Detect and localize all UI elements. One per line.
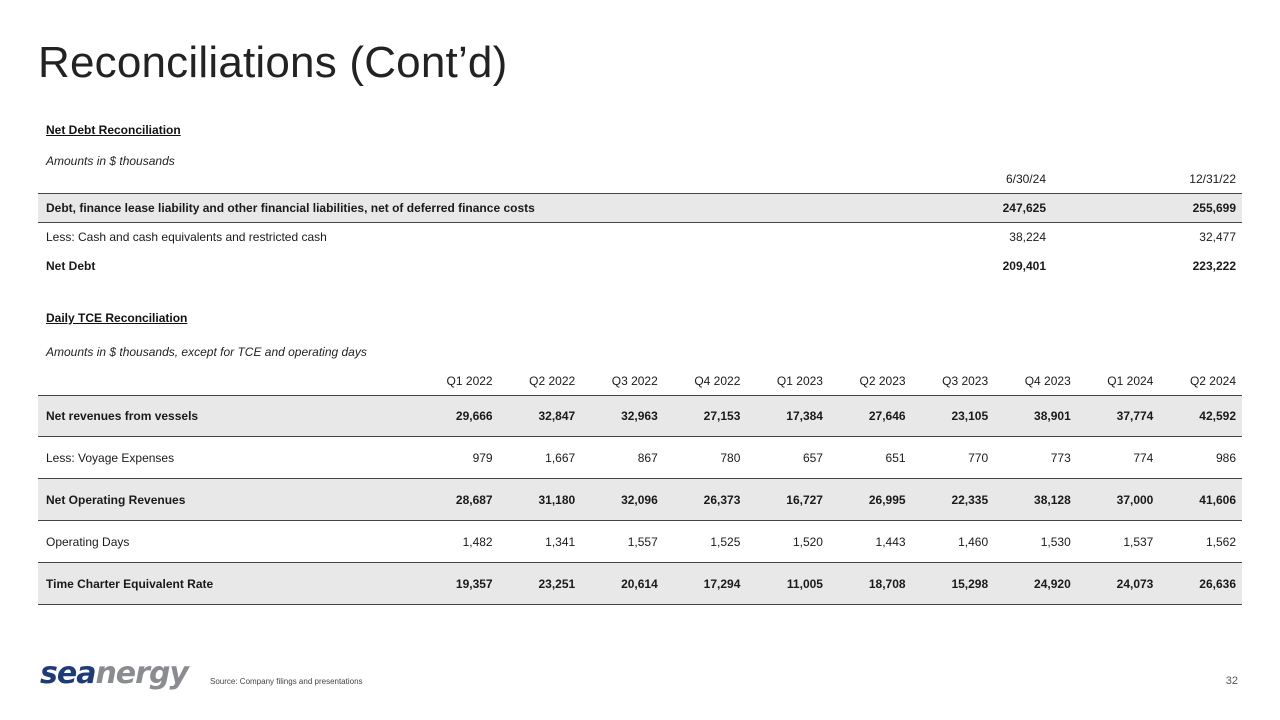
tce-subtitle: Amounts in $ thousands, except for TCE and operating days bbox=[46, 345, 367, 359]
cell-value: 773 bbox=[994, 437, 1077, 479]
cell-value: 23,251 bbox=[499, 563, 582, 605]
cell-value: 1,341 bbox=[499, 521, 582, 563]
net-debt-title: Net Debt Reconciliation bbox=[46, 123, 181, 137]
table-row bbox=[38, 521, 1242, 563]
table-row bbox=[38, 194, 1242, 223]
cell-value: 24,920 bbox=[994, 563, 1077, 605]
cell-value: 42,592 bbox=[1159, 396, 1242, 437]
cell-value: 1,562 bbox=[1159, 521, 1242, 563]
cell-value: 28,687 bbox=[416, 479, 499, 521]
cell-value: 37,000 bbox=[1077, 479, 1160, 521]
column-header: 6/30/24 bbox=[942, 164, 1052, 194]
cell-value: 17,384 bbox=[746, 396, 829, 437]
page-title: Reconciliations (Cont’d) bbox=[38, 38, 508, 87]
cell-value: 27,646 bbox=[829, 396, 912, 437]
cell-value: 29,666 bbox=[416, 396, 499, 437]
column-header: Q3 2022 bbox=[581, 367, 664, 396]
column-header: 12/31/22 bbox=[1052, 164, 1242, 194]
table-row bbox=[38, 437, 1242, 479]
cell-value: 32,477 bbox=[1199, 230, 1236, 244]
row-label: Debt, finance lease liability and other financial liabilities, net of deferred finance costs bbox=[38, 194, 942, 223]
cell-value: 1,557 bbox=[581, 521, 664, 563]
cell-value: 19,357 bbox=[416, 563, 499, 605]
cell-value: 17,294 bbox=[664, 563, 747, 605]
column-header: Q4 2022 bbox=[664, 367, 747, 396]
table-row bbox=[38, 479, 1242, 521]
cell-value: 1,443 bbox=[829, 521, 912, 563]
cell-value: 1,525 bbox=[664, 521, 747, 563]
cell-value: 1,482 bbox=[416, 521, 499, 563]
cell-value: 38,901 bbox=[994, 396, 1077, 437]
cell-value: 247,625 bbox=[942, 194, 1052, 223]
net-debt-header-row bbox=[38, 164, 1242, 194]
cell-value: 657 bbox=[746, 437, 829, 479]
column-header: Q1 2023 bbox=[746, 367, 829, 396]
cell-value: 651 bbox=[829, 437, 912, 479]
cell-value: 1,537 bbox=[1077, 521, 1160, 563]
row-label: Net Operating Revenues bbox=[38, 479, 416, 521]
row-label: Less: Voyage Expenses bbox=[38, 437, 416, 479]
row-label: Net Debt bbox=[46, 258, 96, 273]
cell-value: 32,847 bbox=[499, 396, 582, 437]
tce-header-row bbox=[38, 367, 1242, 396]
cell-value: 26,373 bbox=[664, 479, 747, 521]
row-label: Operating Days bbox=[38, 521, 416, 563]
cell-value: 15,298 bbox=[912, 563, 995, 605]
cell-value: 27,153 bbox=[664, 396, 747, 437]
tce-title: Daily TCE Reconciliation bbox=[46, 311, 188, 325]
net-debt-table bbox=[38, 164, 1242, 280]
row-label: Time Charter Equivalent Rate bbox=[38, 563, 416, 605]
cell-value: 20,614 bbox=[581, 563, 664, 605]
logo-text-secondary: nergy bbox=[95, 656, 188, 691]
cell-value: 26,995 bbox=[829, 479, 912, 521]
cell-value: 23,105 bbox=[912, 396, 995, 437]
cell-value: 223,222 bbox=[1192, 258, 1236, 273]
row-label: Net revenues from vessels bbox=[38, 396, 416, 437]
cell-value: 31,180 bbox=[499, 479, 582, 521]
cell-value: 18,708 bbox=[829, 563, 912, 605]
column-header: Q1 2022 bbox=[416, 367, 499, 396]
cell-value: 1,530 bbox=[994, 521, 1077, 563]
cell-value: 41,606 bbox=[1159, 479, 1242, 521]
cell-value: 209,401 bbox=[1002, 258, 1046, 273]
column-header: Q2 2023 bbox=[829, 367, 912, 396]
cell-value: 770 bbox=[912, 437, 995, 479]
table-row bbox=[38, 251, 1242, 280]
column-header: Q2 2022 bbox=[499, 367, 582, 396]
table-row bbox=[38, 396, 1242, 437]
cell-value: 22,335 bbox=[912, 479, 995, 521]
page-number: 32 bbox=[1225, 675, 1238, 687]
cell-value: 11,005 bbox=[746, 563, 829, 605]
cell-value: 38,128 bbox=[994, 479, 1077, 521]
table-row bbox=[38, 223, 1242, 252]
cell-value: 26,636 bbox=[1159, 563, 1242, 605]
cell-value: 38,224 bbox=[1009, 230, 1046, 244]
cell-value: 32,096 bbox=[581, 479, 664, 521]
cell-value: 1,460 bbox=[912, 521, 995, 563]
cell-value: 979 bbox=[416, 437, 499, 479]
tce-table bbox=[38, 367, 1242, 605]
column-header: Q1 2024 bbox=[1077, 367, 1160, 396]
column-header: Q4 2023 bbox=[994, 367, 1077, 396]
cell-value: 774 bbox=[1077, 437, 1160, 479]
company-logo bbox=[40, 656, 188, 692]
row-label: Less: Cash and cash equivalents and restricted cash bbox=[46, 230, 327, 244]
cell-value: 1,520 bbox=[746, 521, 829, 563]
source-note: Source: Company filings and presentations bbox=[210, 677, 363, 686]
cell-value: 1,667 bbox=[499, 437, 582, 479]
cell-value: 24,073 bbox=[1077, 563, 1160, 605]
cell-value: 37,774 bbox=[1077, 396, 1160, 437]
table-row bbox=[38, 563, 1242, 605]
cell-value: 780 bbox=[664, 437, 747, 479]
logo-text-primary: sea bbox=[40, 656, 96, 691]
cell-value: 986 bbox=[1159, 437, 1242, 479]
cell-value: 16,727 bbox=[746, 479, 829, 521]
cell-value: 867 bbox=[581, 437, 664, 479]
cell-value: 255,699 bbox=[1052, 194, 1242, 223]
column-header: Q2 2024 bbox=[1159, 367, 1242, 396]
column-header: Q3 2023 bbox=[912, 367, 995, 396]
net-debt-subtitle: Amounts in $ thousands bbox=[46, 154, 175, 168]
cell-value: 32,963 bbox=[581, 396, 664, 437]
